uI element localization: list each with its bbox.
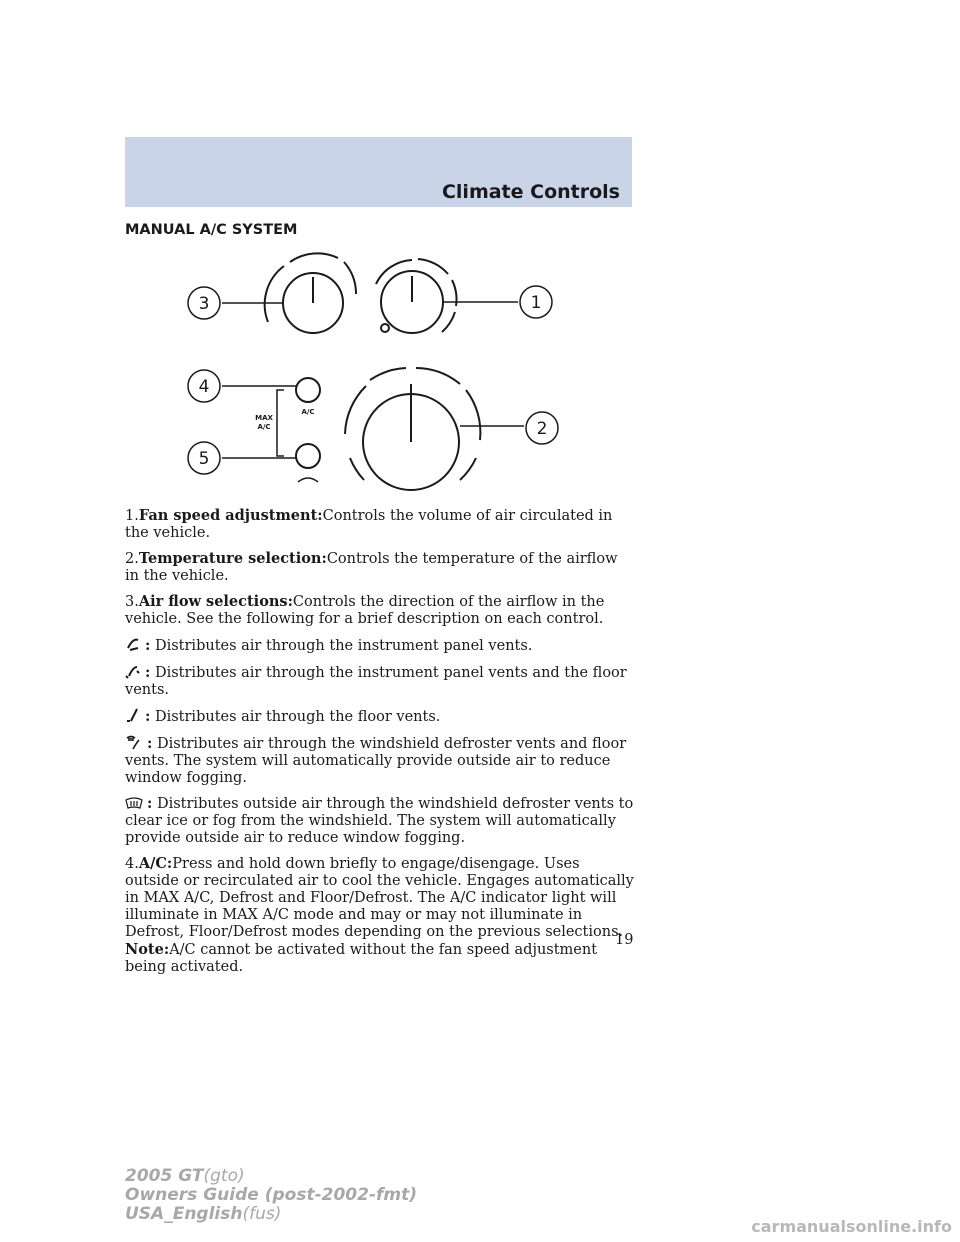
mode-floor-defrost: : Distributes air through the windshield defroster vents and floor vents. The system will automatically provide outside air to reduce window fogging. [125, 735, 627, 786]
floor-vent-icon [125, 707, 141, 723]
max-ac-button [296, 444, 320, 468]
item-text: Press and hold down briefly to engage/disengage. Uses outside or recirculated air to cool the vehicle. Engages automatically in MAX A/C, Defrost and Floor/Defrost. The A/C indicator light will illuminate in MAX A/C mode and may or may not illuminate in Defrost, Floor/Defrost modes depending on the previous selections. [125, 856, 634, 940]
mode-text: Distributes air through the windshield defroster vents and floor vents. The system will automatically provide outside air to reduce window fogging. [125, 736, 627, 786]
item-airflow [125, 593, 635, 628]
item-title: A/C: [138, 855, 173, 872]
panel-floor-vent-icon [125, 663, 141, 679]
footer-language: USA_English [125, 1204, 243, 1224]
ac-button [296, 378, 320, 402]
item-text: Controls the direction of the airflow in the vehicle. See the following for a brief description on each control. [125, 594, 605, 627]
callout-2: 2 [536, 419, 548, 439]
item-temperature [125, 550, 635, 585]
mode-panel-floor: : Distributes air through the instrument panel vents and the floor vents. [125, 664, 627, 698]
section-title: Climate Controls [441, 181, 620, 203]
page-number: 19 [615, 932, 634, 948]
page-heading: MANUAL A/C SYSTEM [125, 222, 298, 238]
note-text: A/C cannot be activated without the fan speed adjustment being activated. [125, 942, 598, 975]
item-title: Temperature selection: [138, 550, 327, 567]
callout-5: 5 [198, 449, 210, 469]
ac-label: A/C [301, 408, 315, 416]
floor-defrost-icon [125, 734, 143, 750]
mode-text: Distributes outside air through the windshield defroster vents to clear ice or fog from the windshield. The system will automatically provide outside air to reduce window fogging. [125, 796, 634, 846]
body-text [125, 507, 635, 984]
document-footer [125, 1167, 417, 1224]
max-ac-label: A/C [257, 423, 271, 431]
callout-1: 1 [530, 293, 542, 313]
item-number: 1. [125, 508, 139, 524]
max-label: MAX [255, 414, 273, 422]
item-number: 3. [125, 594, 139, 610]
footer-guide: Owners Guide (post-2002-fmt) [125, 1185, 418, 1205]
defrost-icon [125, 796, 143, 810]
mode-text: Distributes air through the instrument panel vents. [154, 638, 533, 654]
panel-vent-icon [125, 636, 141, 652]
note-label: Note: [125, 941, 170, 958]
mode-text: Distributes air through the instrument panel vents and the floor vents. [125, 665, 627, 698]
header-band [125, 137, 632, 207]
footer-model-code: (gto) [203, 1166, 245, 1186]
mode-text: Distributes air through the floor vents. [154, 709, 441, 725]
item-text: Controls the temperature of the airflow in the vehicle. [125, 551, 618, 584]
item-title: Fan speed adjustment: [138, 507, 323, 524]
mode-panel: : Distributes air through the instrument panel vents. [125, 636, 635, 655]
callout-4: 4 [198, 377, 210, 397]
footer-model: 2005 GT [125, 1166, 204, 1186]
footer-language-code: (fus) [242, 1204, 282, 1224]
item-number: 4. [125, 856, 139, 872]
callout-3: 3 [198, 294, 210, 314]
item-ac [125, 855, 635, 976]
mode-floor: : Distributes air through the floor vents. [125, 707, 635, 726]
climate-control-diagram [180, 244, 560, 492]
item-text: Controls the volume of air circulated in the vehicle. [125, 508, 613, 541]
item-number: 2. [125, 551, 139, 567]
item-title: Air flow selections: [138, 593, 293, 610]
mode-defrost: : Distributes outside air through the windshield defroster vents to clear ice or fog from the windshield. The system will automatically provide outside air to reduce window fogging. [125, 795, 634, 846]
item-fan [125, 507, 635, 542]
fan-indicator-light [381, 324, 389, 332]
watermark: carmanualsonline.info [751, 1217, 952, 1236]
